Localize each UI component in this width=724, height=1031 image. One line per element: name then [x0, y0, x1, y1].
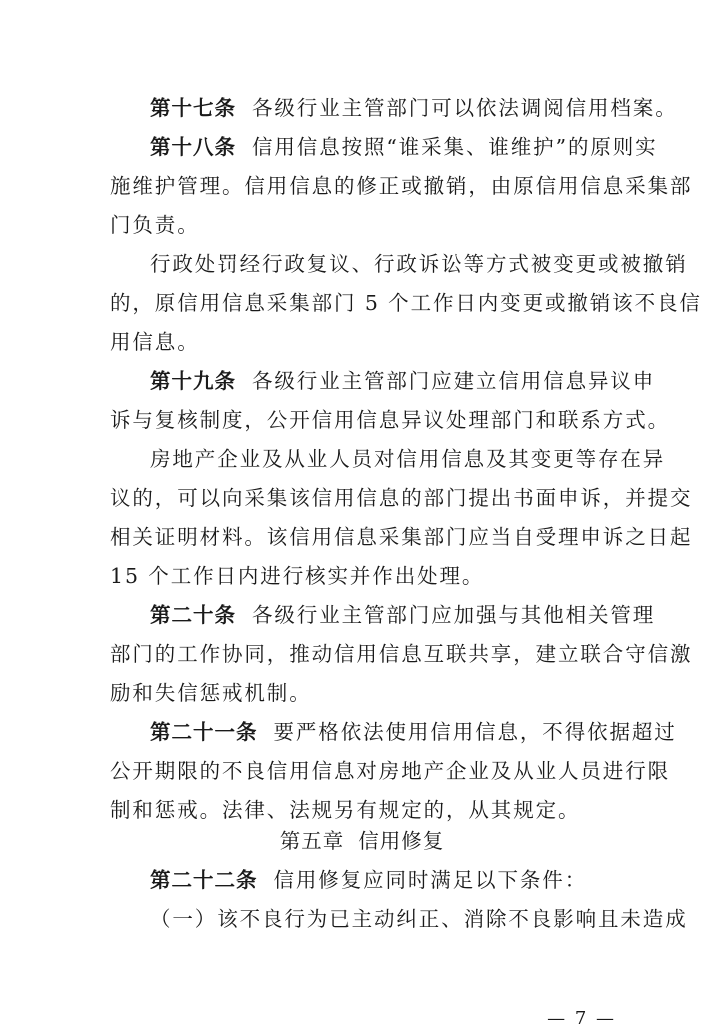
article-21-line-1 [150, 712, 677, 752]
article-22-item-1: （一）该不良行为已主动纠正、消除不良影响且未造成 [150, 907, 688, 931]
article-19-para2-line-4: 15 个工作日内进行核实并作出处理。 [110, 564, 485, 588]
chapter-number: 第五章 [279, 829, 345, 853]
article-18-text-1: 信用信息按照“谁采集、谁维护”的原则实 [252, 135, 658, 159]
article-17-text: 各级行业主管部门可以依法调阅信用档案。 [252, 96, 678, 120]
page-number: — 7 — [547, 1008, 616, 1029]
article-19-para2-line-2: 议的，可以向采集该信用信息的部门提出书面申诉，并提交 [110, 486, 693, 510]
article-19-para2-line-3: 相关证明材料。该信用信息采集部门应当自受理申诉之日起 [110, 525, 693, 549]
article-22-line-1 [150, 860, 620, 900]
article-20-line-2: 部门的工作协同，推动信用信息互联共享，建立联合守信激 [110, 642, 693, 666]
article-20-line-1 [150, 595, 656, 635]
article-18-label: 第十八条 [150, 135, 236, 159]
article-18-line-2: 施维护管理。信用信息的修正或撤销，由原信用信息采集部 [110, 174, 693, 198]
article-19-line-2: 诉与复核制度，公开信用信息异议处理部门和联系方式。 [110, 408, 670, 432]
article-20-text-1: 各级行业主管部门应加强与其他相关管理 [252, 603, 656, 627]
article-20-line-3: 励和失信惩戒机制。 [110, 681, 312, 705]
article-21-line-2: 公开期限的不良信用信息对房地产企业及从业人员进行限 [110, 759, 670, 783]
article-17-label: 第十七条 [150, 96, 236, 120]
article-21-text-1: 要严格依法使用信用信息，不得依据超过 [273, 720, 677, 744]
article-19-para2-line-1: 房地产企业及从业人员对信用信息及其变更等存在异 [150, 447, 666, 471]
article-21-label: 第二十一条 [150, 720, 258, 744]
article-19-label: 第十九条 [150, 369, 236, 393]
article-22-text-1: 信用修复应同时满足以下条件： [273, 868, 588, 892]
chapter-title: 信用修复 [358, 829, 445, 853]
article-19-text-1: 各级行业主管部门应建立信用信息异议申 [252, 369, 656, 393]
article-18-line-1 [150, 127, 658, 167]
article-17-line-1 [150, 88, 678, 128]
article-22-label: 第二十二条 [150, 868, 258, 892]
article-19-line-1 [150, 361, 656, 401]
article-18-para2-line-1: 行政处罚经行政复议、行政诉讼等方式被变更或被撤销 [150, 252, 688, 276]
article-18-para2-line-3: 用信息。 [110, 330, 200, 354]
article-20-label: 第二十条 [150, 603, 236, 627]
article-21-line-3: 制和惩戒。法律、法规另有规定的，从其规定。 [110, 798, 581, 822]
article-18-line-3: 门负责。 [110, 213, 200, 237]
article-18-para2-line-2: 的，原信用信息采集部门 5 个工作日内变更或撤销该不良信 [110, 291, 702, 315]
chapter-heading [0, 821, 724, 861]
